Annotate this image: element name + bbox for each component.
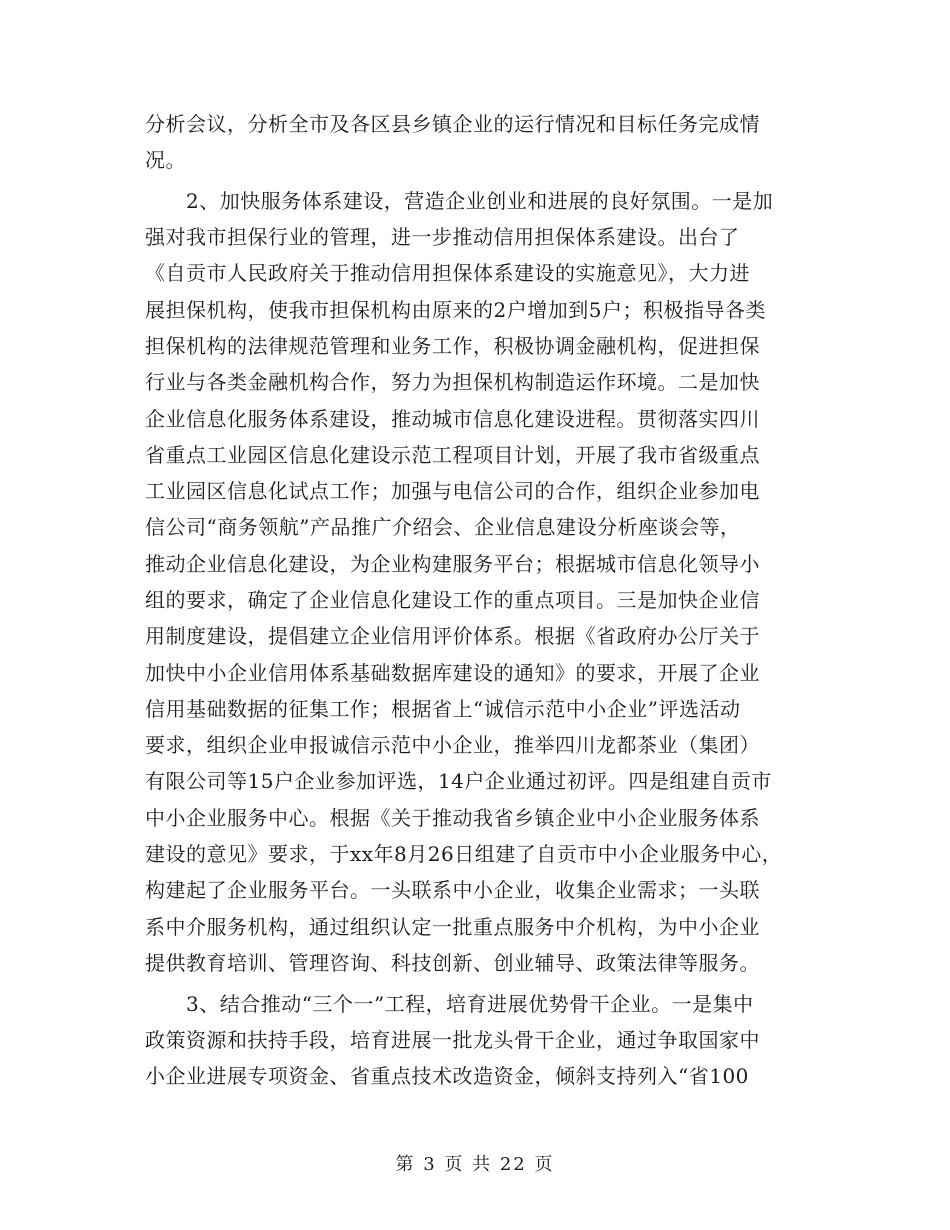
text-line: 况。 xyxy=(145,148,186,172)
text-line: 信用基础数据的征集工作；根据省上“诚信示范中小企业”评选活动 xyxy=(145,697,741,721)
text-line: 工业园区信息化试点工作；加强与电信公司的合作，组织企业参加电 xyxy=(145,479,760,503)
paragraph-start-line: 2、加快服务体系建设，营造企业创业和进展的良好氛围。一是加 xyxy=(186,189,774,213)
text-line: 加快中小企业信用体系基础数据库建设的通知》的要求，开展了企业 xyxy=(145,661,760,685)
text-line: 省重点工业园区信息化建设示范工程项目计划，开展了我市省级重点 xyxy=(145,443,760,467)
page-footer: 第 3 页 共 22 页 xyxy=(395,1154,555,1175)
text-line: 展担保机构，使我市担保机构由原来的2户增加到5户；积极指导各类 xyxy=(145,298,766,322)
text-line: 构建起了企业服务平台。一头联系中小企业，收集企业需求；一头联 xyxy=(145,878,760,902)
text-line: 企业信息化服务体系建设，推动城市信息化建设进程。贯彻落实四川 xyxy=(145,407,760,431)
text-line: 系中介服务机构，通过组织认定一批重点服务中介机构，为中小企业 xyxy=(145,915,760,939)
text-line: 政策资源和扶持手段，培育进展一批龙头骨干企业，通过争取国家中 xyxy=(145,1028,760,1052)
text-line: 担保机构的法律规范管理和业务工作，积极协调金融机构，促进担保 xyxy=(145,334,760,358)
paragraph-start-line: 3、结合推动“三个一”工程，培育进展优势骨干企业。一是集中 xyxy=(186,992,754,1016)
text-line: 组的要求，确定了企业信息化建设工作的重点项目。三是加快企业信 xyxy=(145,588,760,612)
text-line: 小企业进展专项资金、省重点技术改造资金，倾斜支持列入“省100 xyxy=(145,1064,749,1088)
text-line: 有限公司等15户企业参加评选，14户企业通过初评。四是组建自贡市 xyxy=(145,769,772,793)
text-line: 行业与各类金融机构合作，努力为担保机构制造运作环境。二是加快 xyxy=(145,370,760,394)
text-line: 《自贡市人民政府关于推动信用担保体系建设的实施意见》，大力进 xyxy=(145,261,750,285)
text-line: 提供教育培训、管理咨询、科技创新、创业辅导、政策法律等服务。 xyxy=(145,951,760,975)
text-line: 强对我市担保行业的管理，进一步推动信用担保体系建设。出台了 xyxy=(145,225,740,249)
text-line: 中小企业服务中心。根据《关于推动我省乡镇企业中小企业服务体系 xyxy=(145,806,760,830)
text-line: 分析会议，分析全市及各区县乡镇企业的运行情况和目标任务完成情 xyxy=(145,112,760,136)
text-line: 建设的意见》要求，于xx年8月26日组建了自贡市中小企业服务中心， xyxy=(145,842,783,866)
text-line: 用制度建设，提倡建立企业信用评价体系。根据《省政府办公厅关于 xyxy=(145,624,760,648)
text-line: 推动企业信息化建设，为企业构建服务平台；根据城市信息化领导小 xyxy=(145,552,760,576)
text-line: 信公司“商务领航”产品推广介绍会、企业信息建设分析座谈会等， xyxy=(145,515,741,539)
text-line: 要求，组织企业申报诚信示范中小企业，推举四川龙都茶业（集团） xyxy=(145,733,760,757)
